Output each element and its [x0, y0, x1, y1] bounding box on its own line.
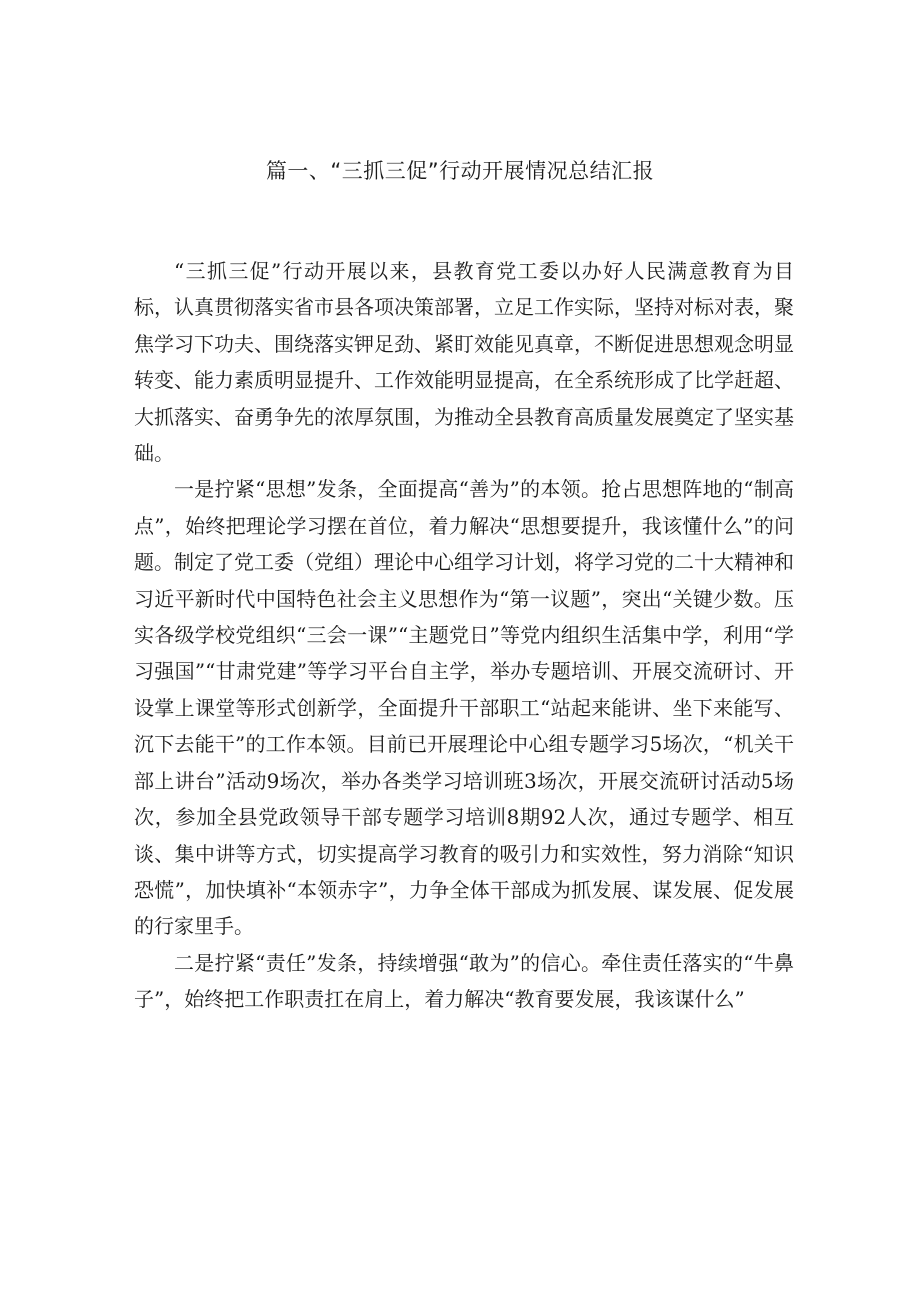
paragraph-point-two: 二是拧紧“责任”发条，持续增强“敢为”的信心。牵住责任落实的“牛鼻子”，始终把工作职责扛在肩上，着力解决“教育要发展，我该谋什么” — [134, 950, 794, 1012]
document-body — [134, 253, 794, 1018]
paragraph-point-one: 一是拧紧“思想”发条，全面提高“善为”的本领。抢占思想阵地的“制高点”，始终把理论学习摆在首位，着力解决“思想要提升，我该懂什么”的问题。制定了党工委（党组）理论中心组学习计划，将学习党的二十大精神和习近平新时代中国特色社会主义思想作为“第一议题”，突出“关键少数。压实各级学校党组织“三会一课”“主题党日”等党内组织生活集中学，利用“学习强国”“甘肃党建”等学习平台自主学，举办专题培训、开展交流研讨、开设掌上课堂等形式创新学，全面提升干部职工“站起来能讲、坐下来能写、沉下去能干”的工作本领。目前已开展理论中心组专题学习5场次，“机关干部上讲台”活动9场次，举办各类学习培训班3场次，开展交流研讨活动5场次，参加全县党政领导干部专题学习培训8期92人次，通过专题学、相互谈、集中讲等方式，切实提高学习教育的吸引力和实效性，努力消除“知识恐慌”，加快填补“本领赤字”，力争全体干部成为抓发展、谋发展、促发展的行家里手。 — [134, 477, 794, 939]
document-title: 篇一、“三抓三促”行动开展情况总结汇报 — [265, 159, 655, 183]
paragraph-intro: “三抓三促”行动开展以来，县教育党工委以办好人民满意教育为目标，认真贯彻落实省市县各项决策部署，立足工作实际，坚持对标对表，聚焦学习下功夫、围绕落实钾足劲、紧盯效能见真章，不断促进思想观念明显转变、能力素质明显提升、工作效能明显提高，在全系统形成了比学赶超、大抓落实、奋勇争先的浓厚氛围，为推动全县教育高质量发展奠定了坚实基础。 — [134, 259, 794, 466]
